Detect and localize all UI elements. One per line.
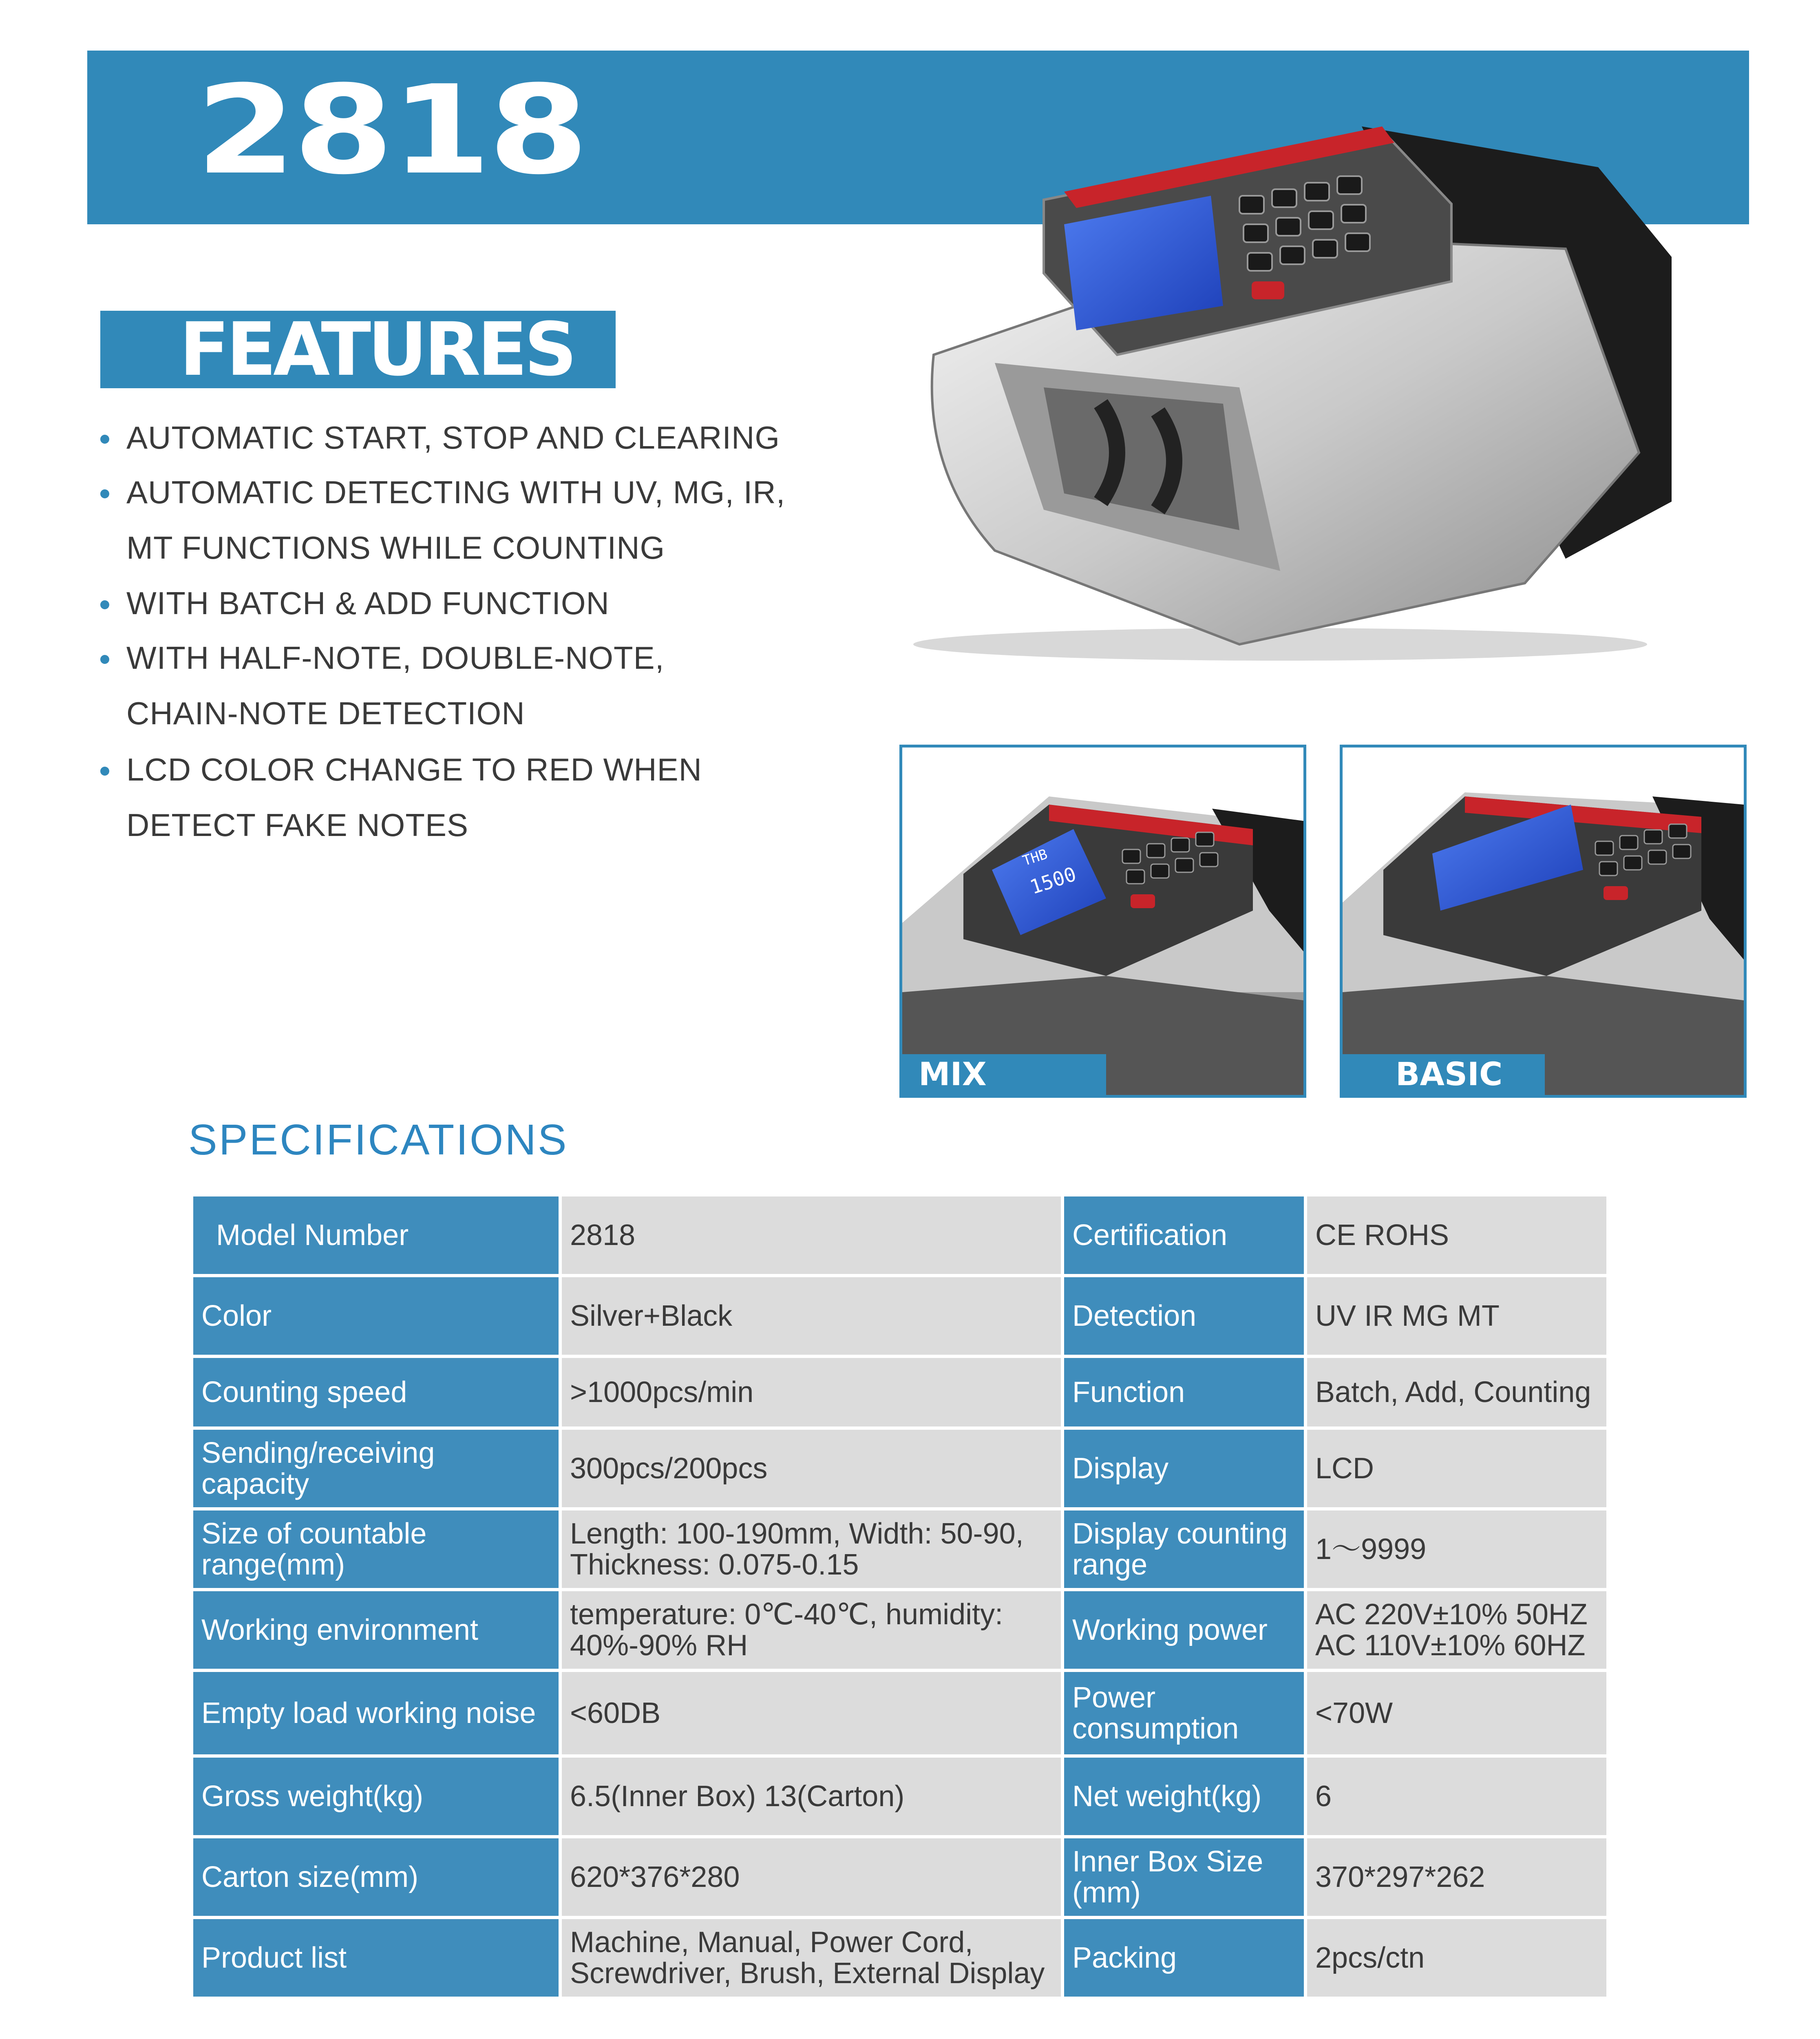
spec-key: Packing [1062, 1917, 1305, 1998]
lcd-count: 1500 [1027, 862, 1079, 899]
basic-label: BASIC [1343, 1054, 1545, 1095]
bullet [100, 655, 109, 664]
bullet [100, 489, 109, 498]
spec-value: >1000pcs/min [560, 1356, 1062, 1428]
lcd-currency: THB [1020, 846, 1050, 869]
table-row [192, 1356, 1608, 1428]
table-row [192, 1195, 1608, 1276]
feature-item: WITH HALF-NOTE, DOUBLE-NOTE, [126, 640, 665, 676]
spec-key: Gross weight(kg) [192, 1756, 560, 1837]
mix-value-label: MIX VALUE [902, 1054, 1106, 1095]
bullet [100, 435, 109, 444]
spec-value: 2pcs/ctn [1305, 1917, 1608, 1998]
spec-key: Empty load working noise [192, 1670, 560, 1756]
spec-value: temperature: 0℃-40℃, humidity: 40%-90% RH [560, 1590, 1062, 1670]
specifications-title: SPECIFICATIONS [188, 1116, 568, 1164]
feature-item: AUTOMATIC START, STOP AND CLEARING [126, 420, 780, 456]
spec-key: Detection [1062, 1276, 1305, 1356]
specifications-table [190, 1193, 1610, 2000]
table-row [192, 1590, 1608, 1670]
spec-key: Display [1062, 1428, 1305, 1509]
spec-value: 1～9999 [1305, 1509, 1608, 1590]
model-title: 2818 [196, 59, 586, 201]
spec-key: Sending/receiving capacity [192, 1428, 560, 1509]
money-counter-main-image [872, 102, 1688, 673]
spec-value: CE ROHS [1305, 1195, 1608, 1276]
mix-value-display-image [902, 747, 1303, 1095]
feature-item: MT FUNCTIONS WHILE COUNTING [126, 530, 665, 566]
spec-key: Product list [192, 1917, 560, 1998]
spec-value: <70W [1305, 1670, 1608, 1756]
spec-value: 6.5(Inner Box) 13(Carton) [560, 1756, 1062, 1837]
feature-item: LCD COLOR CHANGE TO RED WHEN [126, 752, 702, 787]
spec-value: 370*297*262 [1305, 1837, 1608, 1917]
spec-key: Certification [1062, 1195, 1305, 1276]
spec-value: Machine, Manual, Power Cord, Screwdriver, Brush, External Display [560, 1917, 1062, 1998]
spec-value: 2818 [560, 1195, 1062, 1276]
spec-value: Length: 100-190mm, Width: 50-90, Thickness: 0.075-0.15 [560, 1509, 1062, 1590]
basic-frame [1340, 745, 1747, 1098]
features-title: FEATURES [179, 307, 574, 392]
feature-item: AUTOMATIC DETECTING WITH UV, MG, IR, [126, 474, 786, 510]
spec-key: Model Number [192, 1195, 560, 1276]
spec-value: Silver+Black [560, 1276, 1062, 1356]
spec-value: AC 220V±10% 50HZ AC 110V±10% 60HZ [1305, 1590, 1608, 1670]
feature-item: CHAIN-NOTE DETECTION [126, 695, 525, 731]
spec-key: Color [192, 1276, 560, 1356]
spec-key: Size of countable range(mm) [192, 1509, 560, 1590]
table-row [192, 1837, 1608, 1917]
spec-key: Function [1062, 1356, 1305, 1428]
table-row [192, 1917, 1608, 1998]
spec-key: Counting speed [192, 1356, 560, 1428]
spec-key: Net weight(kg) [1062, 1756, 1305, 1837]
spec-value: <60DB [560, 1670, 1062, 1756]
mix-value-frame [899, 745, 1306, 1134]
table-row [192, 1670, 1608, 1756]
spec-key: Inner Box Size (mm) [1062, 1837, 1305, 1917]
spec-key: Working power [1062, 1590, 1305, 1670]
basic-display-image [1343, 747, 1744, 1095]
bullet [100, 600, 109, 609]
table-row [192, 1756, 1608, 1837]
spec-value: 6 [1305, 1756, 1608, 1837]
spec-key: Power consumption [1062, 1670, 1305, 1756]
spec-value: 300pcs/200pcs [560, 1428, 1062, 1509]
spec-key: Display counting range [1062, 1509, 1305, 1590]
spec-value: UV IR MG MT [1305, 1276, 1608, 1356]
spec-value: 620*376*280 [560, 1837, 1062, 1917]
spec-value: Batch, Add, Counting [1305, 1356, 1608, 1428]
spec-key: Working environment [192, 1590, 560, 1670]
table-row [192, 1509, 1608, 1590]
feature-item: WITH BATCH & ADD FUNCTION [126, 585, 610, 621]
table-row [192, 1276, 1608, 1356]
table-row [192, 1428, 1608, 1509]
spec-key: Carton size(mm) [192, 1837, 560, 1917]
bullet [100, 767, 109, 776]
feature-item: DETECT FAKE NOTES [126, 807, 469, 843]
spec-value: LCD [1305, 1428, 1608, 1509]
